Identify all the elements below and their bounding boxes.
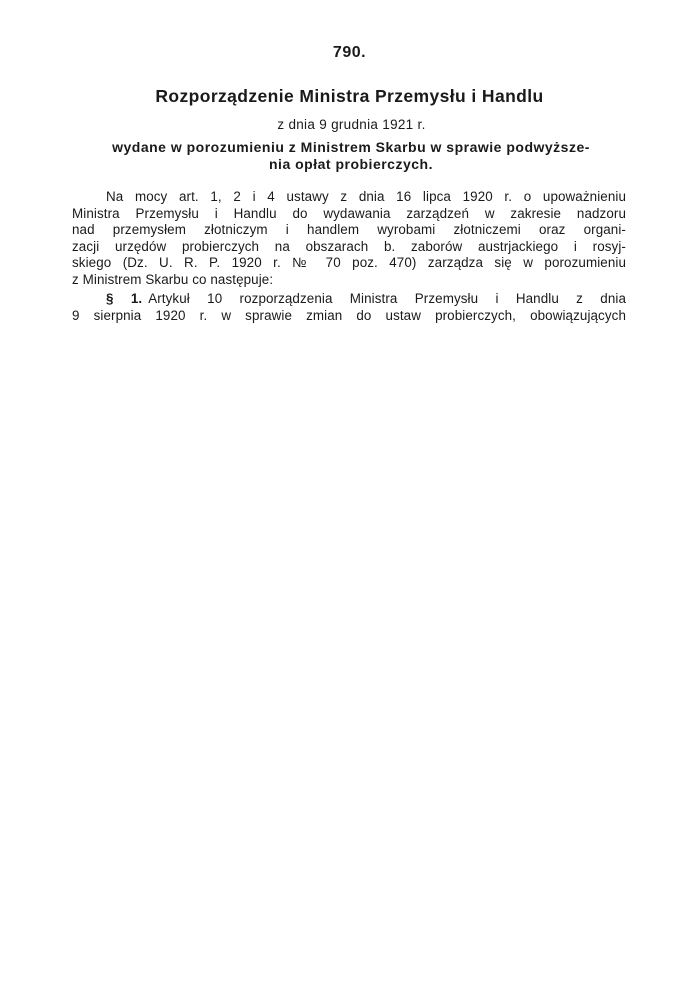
section-mark: § 1. xyxy=(106,291,143,306)
preamble-line: Ministra Przemysłu i Handlu do wydawania zarządzeń w zakresie nadzoru xyxy=(72,205,626,221)
preamble-line: z Ministrem Skarbu co następuje: xyxy=(72,271,274,287)
preamble-paragraph xyxy=(72,189,626,289)
page-number: 790. xyxy=(332,44,367,61)
section-1 xyxy=(72,290,626,324)
section-line xyxy=(72,290,626,307)
preamble-line: skiego (Dz. U. R. P. 1920 r. № 70 poz. 470) zarządza się w porozumieniu xyxy=(72,255,626,271)
subtitle-line: wydane w porozumieniu z Ministrem Skarbu w sprawie podwyższe- xyxy=(112,139,590,155)
section-text: Artykuł 10 rozporządzenia Ministra Przemysłu i Handlu z dnia xyxy=(148,291,626,306)
preamble-line: nad przemysłem złotniczym i handlem wyrobami złotniczemi oraz organi- xyxy=(72,222,626,238)
subtitle-line: nia opłat probierczych. xyxy=(269,156,433,172)
preamble-line: Na mocy art. 1, 2 i 4 ustawy z dnia 16 lipca 1920 r. o upoważnieniu xyxy=(106,189,626,204)
document-title: Rozporządzenie Ministra Przemysłu i Handlu xyxy=(155,86,544,106)
document-subtitle xyxy=(72,139,630,173)
section-line: 9 sierpnia 1920 r. w sprawie zmian do ustaw probierczych, obowiązujących xyxy=(72,308,626,323)
preamble-line: zacji urzędów probierczych na obszarach b. zaborów austrjackiego i rosyj- xyxy=(72,238,626,254)
date-line: z dnia 9 grudnia 1921 r. xyxy=(277,117,426,132)
